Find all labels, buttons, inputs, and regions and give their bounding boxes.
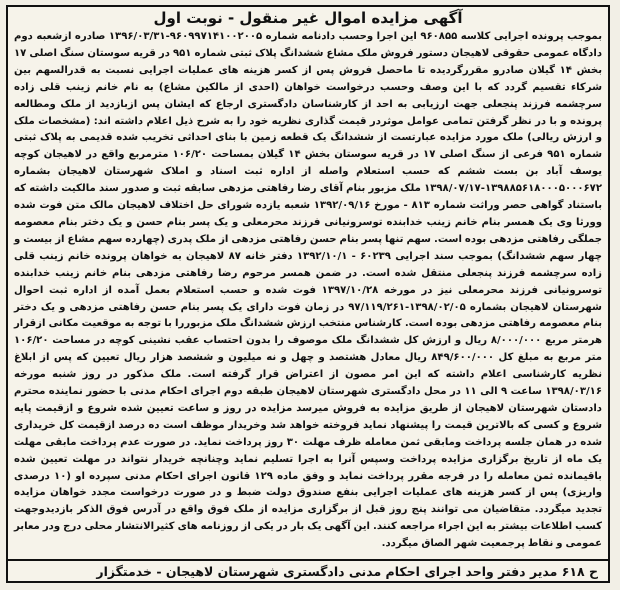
notice-body-text: بموجب پرونده اجرایی کلاسه ۹۶۰۸۵۵ این اجرا وحسب دادنامه شماره ۹۶۰۹۹۷۱۴۱۰۰۲۰۰۵-۱۳۹۶/۰۳/۳۱ صادره ازشعبه دوم دادگاه عمومی حقوقی لاهیجان دستور فروش ملک مشاع ششدانگ پلاک ثبتی شماره ۹۵۱ در قریه سوستان سنگ اصلی ۱۷ بخش ۱۴ گیلان صادرو مقررگردیده تا ماحصل فروش پس از کسر هزینه های عملیات اجرایی نسبت به قدرالسهم بین شرکاء تقسیم گردد که با این وصف وحسب درخواست خواهان (احدی از مالکین مشاع) به نام خانم زینب قلی زاده سرچشمه فرزند پنجعلی جهت ارزیابی به احد از کارشناسان دادگستری ارجاع که ایشان پس ازبازدید از ملک ومطالعه پرونده و با در نظر گرفتن تمامی عوامل موثردر قیمت گذاری نظریه خود را به شرح ذیل اعلام داشته اند: (مشخصات ملک و ارزش ریالی) ملک مورد مزایده عبارتست از ششدانگ یک قطعه زمین با بنای احداثی تخریب شده قدیمی به پلاک ثبتی شماره ۹۵۱ فرعی از سنگ اصلی ۱۷ در قریه سوستان بخش ۱۴ گیلان بمساحت ۱۰۶/۲۰ مترمربع واقع در لاهیجان کوچه یوسف آباد بن بست ششم که حسب استعلام واصله از اداره ثبت اسناد و املاک شهرستان لاهیجان بشماره ۱۳۹۸۸۵۶۱۸۰۰۰۵۰۰۰۶۷۲-۱۳۹۸/۰۷/۱۷ ملک مزبور بنام آقای رضا رفاهتی مزدهی سابقه ثبت و صدور سند مالکیت داشته که باستناد گواهی حصر وراثت شماره ۸۱۳ - مورخ ۱۳۹۲/۰۹/۱۶ شعبه یازده شورای حل اختلاف لاهیجان مالک متن فوت شده وورثا وی یک همسر بنام خانم زینب خدابنده توسرونیانی فرزند محرمعلی و یک پسر بنام حسن و یک دختر بنام معصومه جملگی رفاهتی مزدهی بوده است. سهم تنها پسر بنام حسن رفاهتی مزدهی از ملک پدری (چهارده سهم مشاع از بیست و چهار سهم ششدانگ) بموجب سند اجرایی ۶۰۲۳۹ - ۱۳۹۲/۱۰/۱ دفتر خانه ۸۷ لاهیجان به خواهان پرونده خانم زینب قلی زاده سرچشمه فرزند پنجعلی منتقل شده است. در ضمن همسر مرحوم رضا رفاهتی مزدهی بنام خانم زینب خدابنده توسرونیانی فرزند محرمعلی نیز در مورخه ۱۳۹۷/۱۰/۲۸ فوت شده و حسب استعلام بعمل آمده از اداره ثبت احوال شهرستان لاهیجان بشماره ۱۳۹۸/۰۲/۰۵-۹۷/۱۱۹/۲۶۱ در زمان فوت دارای یک پسر بنام حسن رفاهتی مزدهی و یک دختر بنام معصومه رفاهتی مزدهی بوده است. کارشناس منتخب ارزش ششدانگ ملک مزبوررا با توجه به موقعیت مکانی ازقرار هرمتر مربع ۸/۰۰۰/۰۰۰ ریال و ارزش کل ششدانگ ملک موصوف را بدون احتساب عقب نشینی کوچه در مساحت ۱۰۶/۲۰ متر مربع به مبلغ کل ۸۴۹/۶۰۰/۰۰۰ ریال معادل هشتصد و چهل و نه میلیون و ششصد هزار ریال تعیین که پس از ابلاغ نظریه کارشناسی اعلام داشته که این امر مصون از اعتراض قرار گرفته است. ملک مذکور در روز شنبه مورخه ۱۳۹۸/۰۳/۱۶ ساعت ۹ الی ۱۱ در محل دادگستری شهرستان لاهیجان طبقه دوم اجرای احکام مدنی با حضور نماینده محترم دادستان شهرستان لاهیجان از طریق مزایده به فروش میرسد مزایده در روز و ساعت تعیین شده شروع و ازقیمت پایه شروع و کسی که بالاترین قیمت را پیشنهاد نماید فروخته خواهد شد وخریدار موظف است ده درصد ازقیمت کل خریداری شده در همان جلسه پرداخت ومابقی ثمن معامله ظرف مهلت ۳۰ روز پرداخت نماید. در صورت عدم پرداخت مابقی مهلت یک ماه از تاریخ برگزاری مزایده پرداخت وسپس آنرا به اجرا تسلیم نماید وچنانچه خریدار نتواند در مهلت تعیین شده باقیمانده ثمن معامله را در فرجه مقرر پرداخت نماید و وفق ماده ۱۲۹ قانون اجرای احکام مدنی سپرده او (۱۰ درصدی واریزی) پس از کسر هزینه های عملیات اجرایی بنفع صندوق دولت ضبط و در صورت درخواست مجدد خواهان مزایده تجدید میگردد. متقاضیان می توانند پنج روز قبل از برگزاری مزایده از ملک فوق واقع در آدرس فوق الذکر بازدیدوجهت کسب اطلاعات بیشتر به این اجراء مراجعه کنند. این آگهی یک بار در یکی از روزنامه های کثیرالانتشار محلی درج ودر معابر عمومی و نقاط پرجمعیت شهر الصاق میگردد. [14, 31, 603, 550]
legal-notice [6, 5, 610, 583]
notice-footer: ح ۶۱۸ مدیر دفتر واحد اجرای احکام مدنی دادگستری شهرستان لاهیجان - خدمتگزار [8, 559, 608, 581]
notice-title: آگهی مزایده اموال غیر منقول - نوبت اول [153, 9, 463, 27]
notice-body [8, 29, 608, 553]
